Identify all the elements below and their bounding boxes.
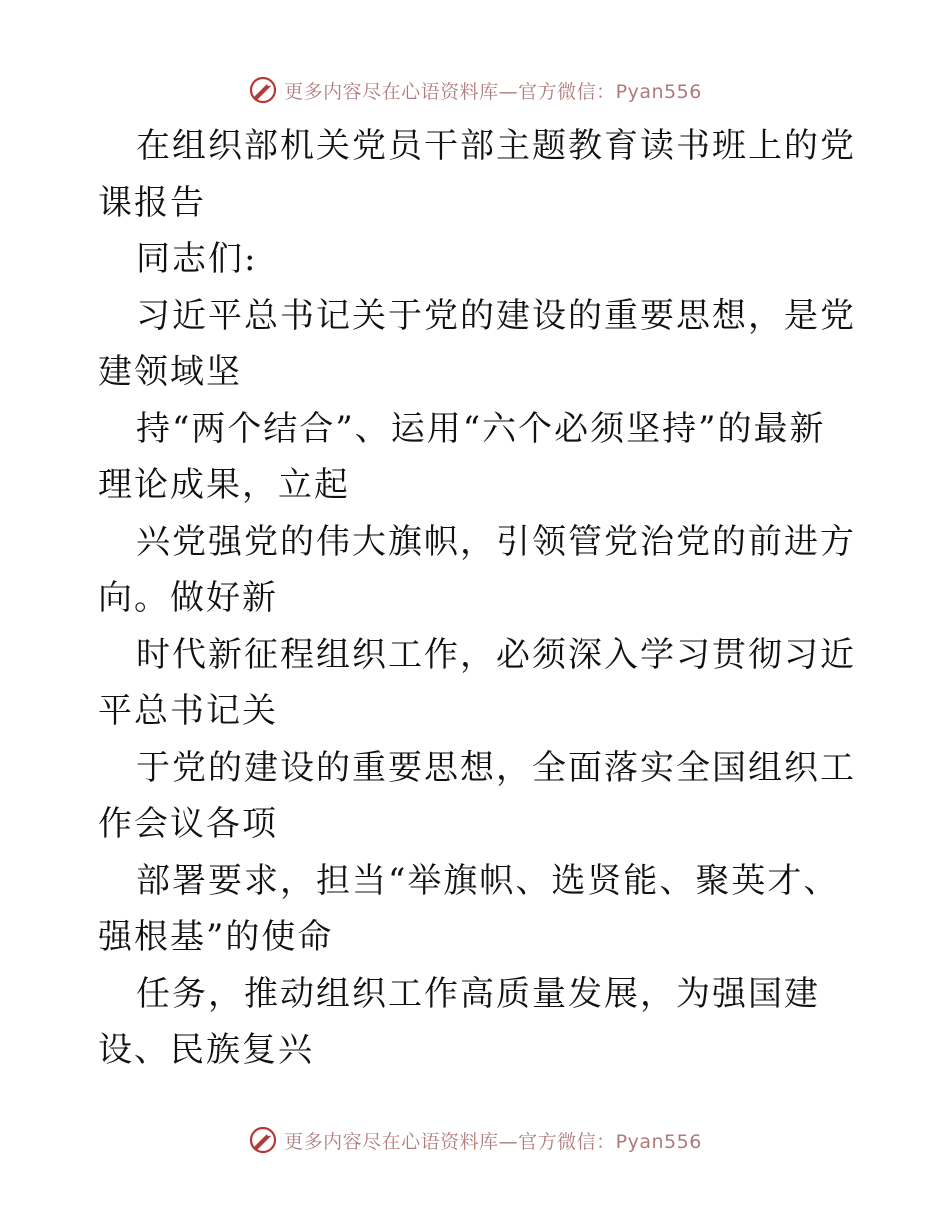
document-body — [98, 118, 858, 1079]
body-paragraph: 任务，推动组织工作高质量发展，为强国建设、民族复兴 — [98, 973, 820, 1070]
body-paragraph: 部署要求，担当“举旗帜、选贤能、聚英才、强根基”的使命 — [98, 860, 840, 957]
body-paragraph: 习近平总书记关于党的建设的重要思想，是党建领域坚 — [98, 295, 856, 392]
body-paragraph: 持“两个结合”、运用“六个必须坚持”的最新理论成果，立起 — [98, 408, 826, 505]
watermark-text: 更多内容尽在心语资料库—官方微信：Pyan556 — [284, 1130, 702, 1153]
body-paragraph: 时代新征程组织工作，必须深入学习贯彻习近平总书记关 — [98, 634, 856, 731]
pen-logo-icon — [248, 1125, 278, 1155]
footer-watermark — [0, 1122, 950, 1158]
body-paragraph: 兴党强党的伟大旗帜，引领管党治党的前进方向。做好新 — [98, 521, 856, 618]
body-paragraph: 于党的建设的重要思想，全面落实全国组织工作会议各项 — [98, 747, 856, 844]
header-watermark — [0, 72, 950, 108]
watermark-text: 更多内容尽在心语资料库—官方微信：Pyan556 — [284, 80, 702, 103]
pen-logo-icon — [248, 75, 278, 105]
document-title: 在组织部机关党员干部主题教育读书班上的党课报告 — [98, 126, 856, 223]
salutation: 同志们: — [136, 239, 258, 279]
